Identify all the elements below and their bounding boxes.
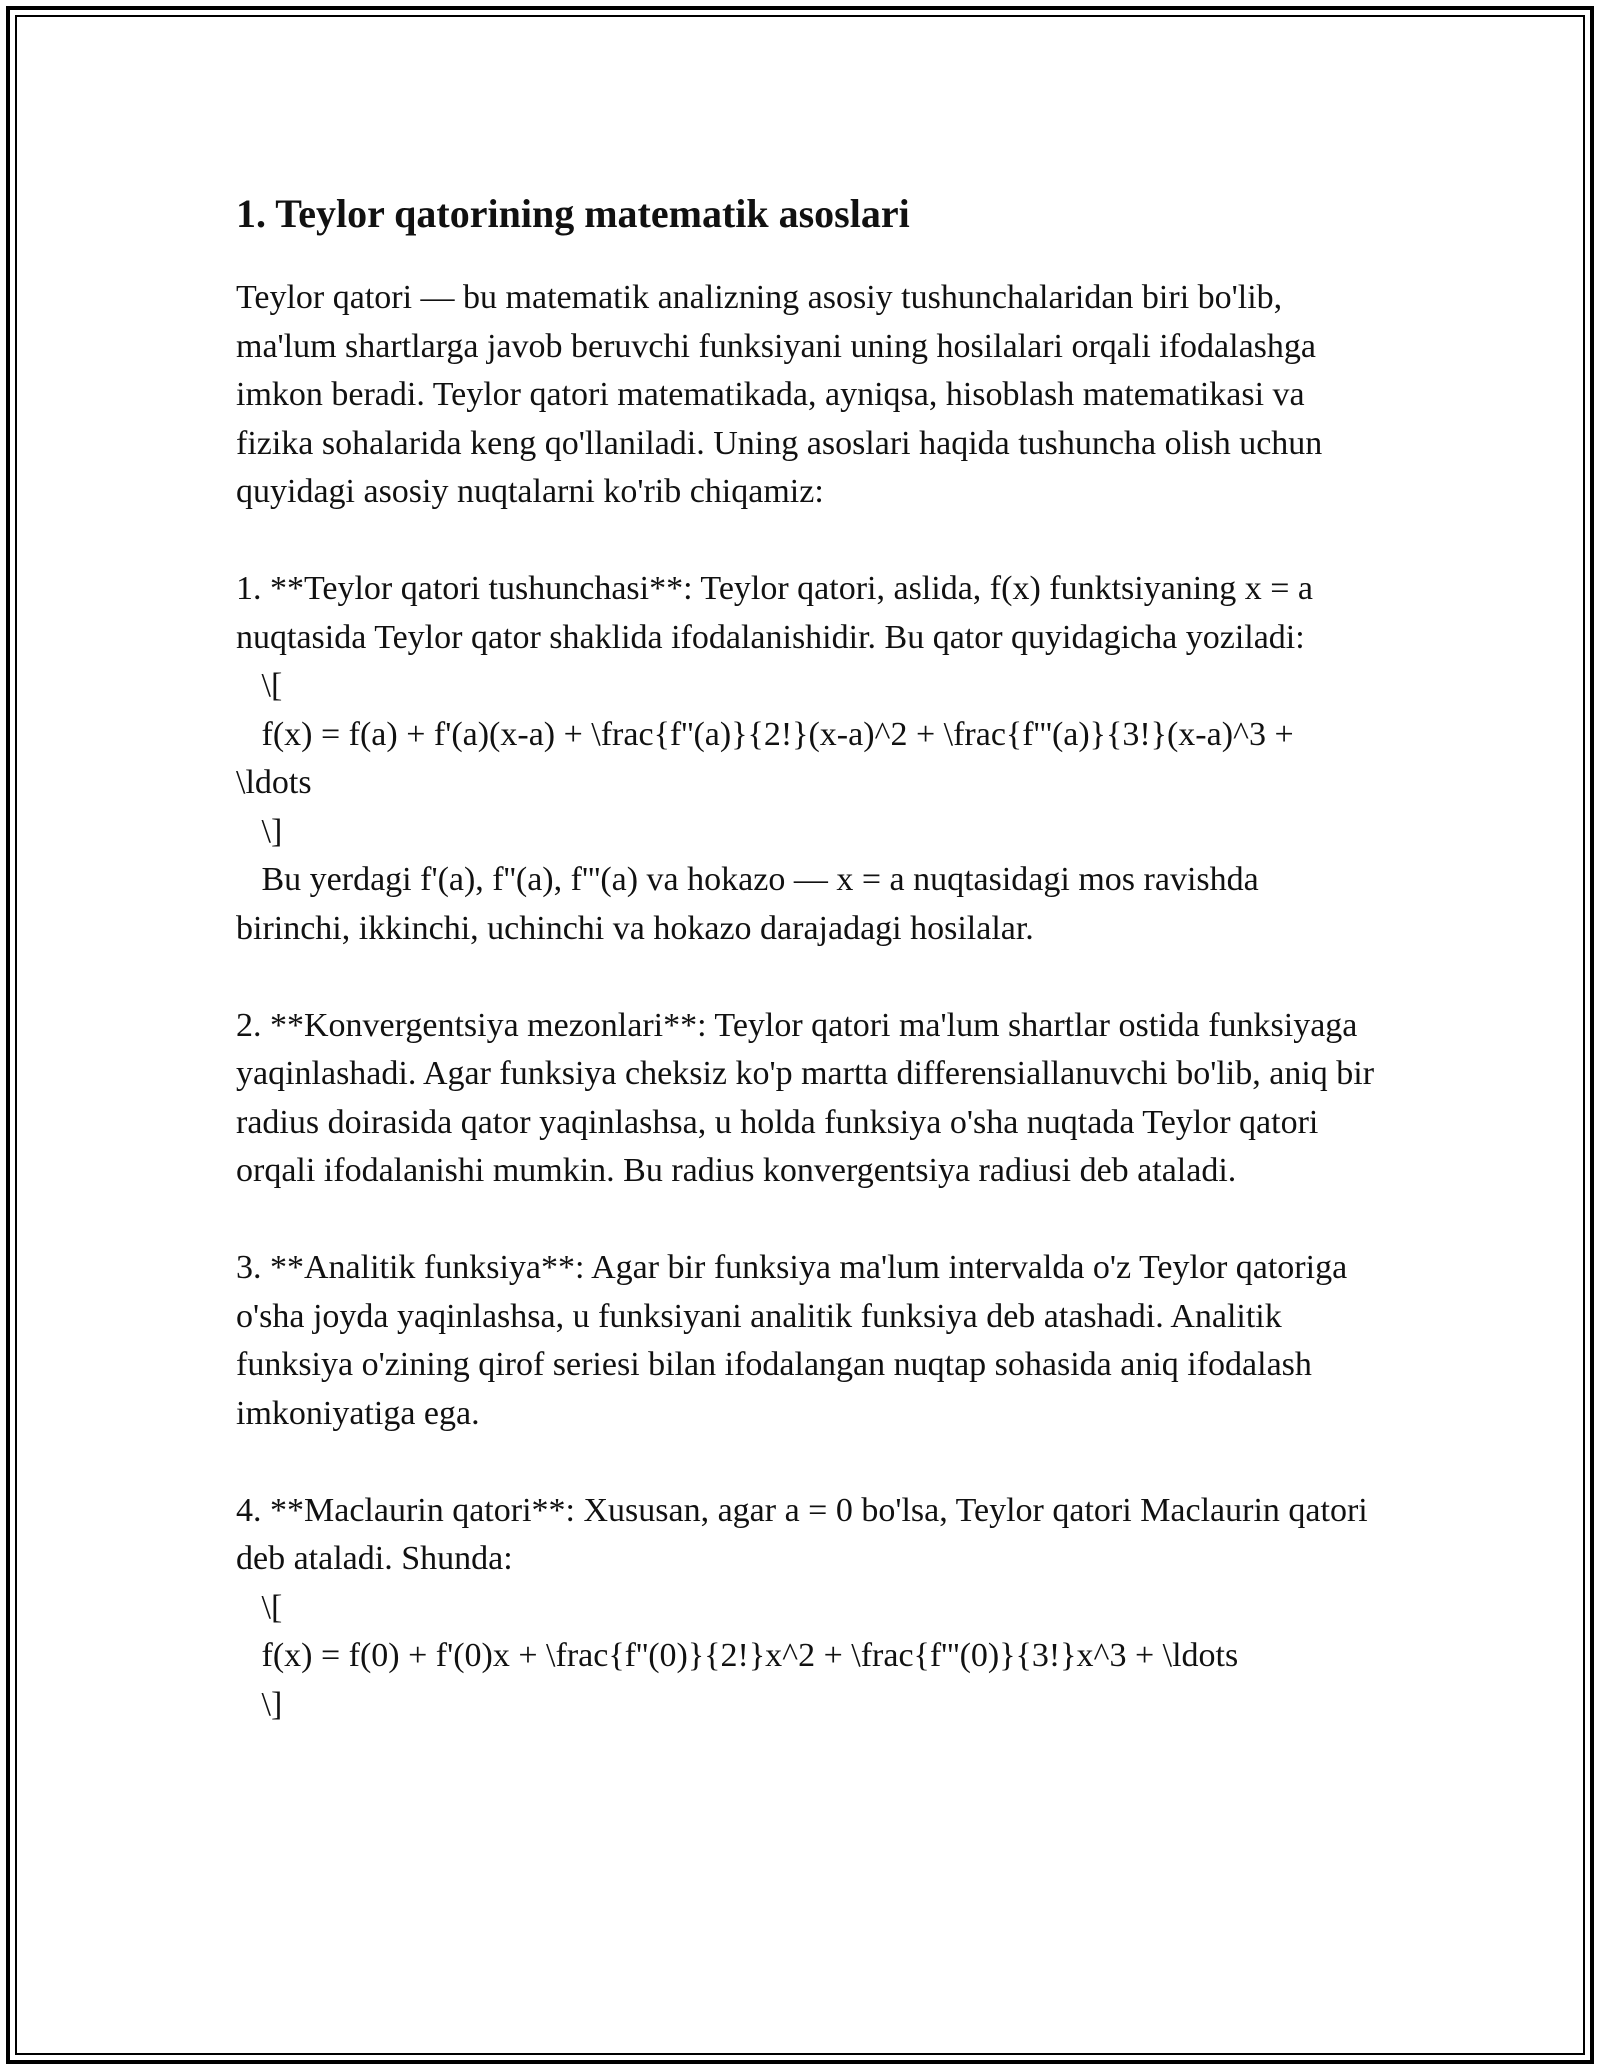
section-heading: 1. Teylor qatorining matematik asoslari — [236, 191, 910, 236]
section-body: Teylor qatori — bu matematik analizning asosiy tushunchalaridan biri bo'lib, ma'lum shartlarga javob beruvchi funksiyani uning hosilalari orqali ifodalashga imkon beradi. Teylor qatori matematikada, ayniqsa, hisoblash matematikasi va fizika sohalarida keng qo'llaniladi. Uning asoslari haqida tushuncha olish uchun quyidagi asosiy nuqtalarni ko'rib chiqamiz: 1. **Teylor qatori tushunchasi**: Teylor qatori, aslida, f(x) funktsiyaning x = a nuqtasida Teylor qator shaklida ifodalanishidir. Bu qator quyidagicha yoziladi: \[ f(x) = f(a) + f'(a)(x-a) + \frac{f''(a)}{2!}(x-a)^2 + \frac{f'''(a)}{3!}(x-a)^3 + \ldots \] Bu yerdagi f'(a), f''(a), f'''(a) va hokazo — x = a nuqtasidagi mos ravishda birinchi, ikkinchi, uchinchi va hokazo darajadagi hosilalar. 2. **Konvergentsiya mezonlari**: Teylor qatori ma'lum shartlar ostida funksiyaga yaqinlashadi. Agar funksiya cheksiz ko'p martta differensiallanuvchi bo'lib, aniq bir radius doirasida qator yaqinlashsa, u holda funksiya o'sha nuqtada Teylor qatori orqali ifodalanishi mumkin. Bu radius konvergentsiya radiusi deb ataladi. 3. **Analitik funksiya**: Agar bir funksiya ma'lum intervalda o'z Teylor qatoriga o'sha joyda yaqinlashsa, u funksiyani analitik funksiya deb atashadi. Analitik funksiya o'zining qirof seriesi bilan ifodalangan nuqtap sohasida aniq ifodalash imkoniyatiga ega. 4. **Maclaurin qatori**: Xususan, agar a = 0 bo'lsa, Teylor qatori Maclaurin qatori deb ataladi. Shunda: \[ f(x) = f(0) + f'(0)x + \frac{f''(0)}{2!}x^2 + \frac{f'''(0)}{3!}x^3 + \ldots \] — [236, 279, 1375, 1723]
document-content — [236, 186, 1376, 1729]
